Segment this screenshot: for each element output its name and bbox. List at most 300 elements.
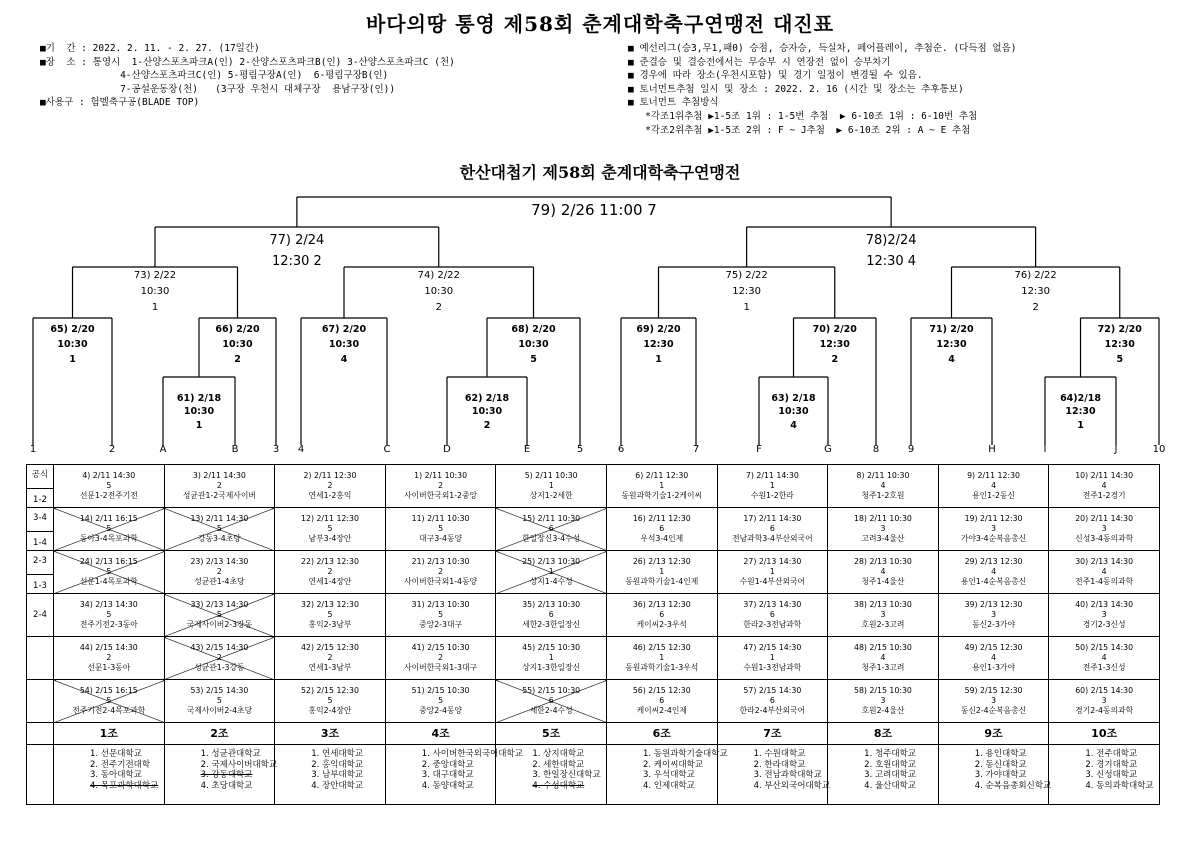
team-name: 2. 전주기전대학 <box>90 759 151 770</box>
match-line: 6 <box>659 524 665 533</box>
team-name: 4. 초당대학교 <box>200 780 253 791</box>
match-cell <box>606 680 717 723</box>
match-line: 28) 2/13 10:30 <box>854 557 912 566</box>
match-line: 1 <box>659 481 665 490</box>
info-left <box>40 42 455 110</box>
team-name: 1. 수원대학교 <box>753 749 806 759</box>
group-label: 10조 <box>1049 723 1160 745</box>
match-line: 52) 2/15 12:30 <box>301 686 359 695</box>
group-label: 9조 <box>938 723 1049 745</box>
playin-venue: 4 <box>790 420 797 431</box>
match-cell <box>54 508 165 551</box>
team-name: 1. 선문대학교 <box>90 749 142 759</box>
schedule-row <box>27 680 1160 723</box>
info-left-line: ■사용구 : 험멜축구공(BLADE TOP) <box>40 97 200 109</box>
team-name: 3. 대구대학교 <box>421 770 474 780</box>
group-teams <box>828 745 939 805</box>
r16-match: 70) 2/20 <box>812 324 857 335</box>
match-line: 동신2-3가야 <box>972 620 1015 629</box>
schedule-row <box>27 465 1160 508</box>
group-label: 6조 <box>606 723 717 745</box>
match-cell <box>275 465 386 508</box>
match-line: 케이씨2-4인제 <box>636 706 687 715</box>
r16-time: 10:30 <box>57 339 88 350</box>
playin-venue: 1 <box>195 420 203 431</box>
group-label: 2조 <box>164 723 275 745</box>
match-cell <box>385 465 496 508</box>
match-cell <box>717 680 828 723</box>
r16-match: 69) 2/20 <box>636 324 681 335</box>
match-line: 5 <box>106 524 112 533</box>
team-name: 3. 전남과학대학교 <box>753 770 822 780</box>
team-name: 1. 상지대학교 <box>532 749 585 759</box>
match-line: 7) 2/11 14:30 <box>745 471 799 480</box>
info-left-line: ■기 간 : 2022. 2. 11. - 2. 27. (17일간) <box>40 43 260 54</box>
match-line: 35) 2/13 10:30 <box>522 600 581 609</box>
match-cell <box>1049 680 1160 723</box>
slot-label: 4 <box>297 444 305 455</box>
match-line: 청주1-3고려 <box>861 663 905 672</box>
match-cell <box>496 508 607 551</box>
sf-time: 12:30 4 <box>866 254 917 269</box>
match-line: 4 <box>1101 653 1107 662</box>
team-name: 2. 동신대학교 <box>974 759 1027 770</box>
match-line: 동원과학기술1-3우석 <box>625 663 699 672</box>
r16-venue: 1 <box>655 354 662 365</box>
match-line: 3 <box>991 696 997 705</box>
match-line: 세한2-4수성 <box>529 706 573 715</box>
match-cell <box>1049 594 1160 637</box>
match-line: 1 <box>769 567 775 576</box>
match-line: 동원과학기술1-4인제 <box>625 577 699 586</box>
team-name: 1. 전주대학교 <box>1085 749 1138 759</box>
match-line: 6 <box>769 524 775 533</box>
match-line: 케이씨2-3우석 <box>636 620 687 629</box>
group-label: 7조 <box>717 723 828 745</box>
match-line: 6 <box>548 610 554 619</box>
match-line: 36) 2/13 12:30 <box>632 600 691 609</box>
match-line: 5 <box>438 610 444 619</box>
match-line: 47) 2/15 14:30 <box>743 643 802 652</box>
match-cell <box>606 637 717 680</box>
team-name: 2. 세한대학교 <box>532 759 585 770</box>
slot-label: E <box>523 444 531 455</box>
playin-time: 12:30 <box>1065 406 1096 417</box>
team-name: 3. 가야대학교 <box>974 770 1027 780</box>
match-line: 5 <box>327 524 333 533</box>
team-name: 2. 국제사이버대학교 <box>200 759 278 770</box>
match-cell <box>606 508 717 551</box>
match-cell <box>1049 465 1160 508</box>
r16-venue: 4 <box>340 354 348 365</box>
r16-time: 12:30 <box>819 339 850 350</box>
match-line: 17) 2/11 14:30 <box>743 514 802 523</box>
team-name: 2. 케이씨대학교 <box>642 759 704 770</box>
match-line: 5 <box>106 481 112 490</box>
match-cell <box>54 465 165 508</box>
team-name: 3. 남부대학교 <box>311 770 364 780</box>
match-line: 전주1-4동의과학 <box>1075 577 1134 586</box>
match-cell <box>828 508 939 551</box>
match-line: 4 <box>991 567 997 576</box>
r16-venue: 5 <box>1116 354 1124 365</box>
match-line: 55) 2/15 10:30 <box>522 686 581 695</box>
match-line: 2 <box>438 567 444 576</box>
group-teams <box>606 745 728 805</box>
r16-venue: 4 <box>948 354 955 365</box>
r16-time: 12:30 <box>1104 339 1135 350</box>
qf-time: 12:30 <box>732 286 762 297</box>
group-teams <box>164 745 278 805</box>
match-line: 15) 2/11 10:30 <box>522 514 581 523</box>
slot-label: 2 <box>108 444 116 455</box>
slot-label: D <box>443 444 451 455</box>
info-right-line: ■ 예선리그(승3,무1,패0) 승점, 승자승, 득실차, 페어플레이, 추첨순. (다득점 없음) <box>628 43 1017 54</box>
sf-time: 12:30 2 <box>271 254 322 269</box>
match-line: 42) 2/15 12:30 <box>301 643 359 652</box>
match-cell <box>828 594 939 637</box>
team-name: 4. 순복음총회신학교 <box>974 780 1052 791</box>
match-line: 강동3-4초당 <box>197 534 241 543</box>
match-line: 4 <box>880 567 886 576</box>
match-line: 1 <box>548 567 554 576</box>
qf-venue: 2 <box>435 302 442 313</box>
match-line: 8) 2/11 10:30 <box>856 471 910 480</box>
match-line: 3) 2/11 14:30 <box>192 471 246 480</box>
team-name: 1. 용인대학교 <box>974 749 1027 759</box>
team-name: 3. 한일장신대학교 <box>532 770 601 780</box>
match-line: 홍익2-3남부 <box>308 620 352 629</box>
team-name: 3. 우석대학교 <box>642 770 695 780</box>
match-line: 2 <box>327 481 333 490</box>
match-line: 39) 2/13 12:30 <box>964 600 1023 609</box>
r16-venue: 5 <box>530 354 537 365</box>
r16-venue: 2 <box>234 354 241 365</box>
info-right-line: ■ 토너먼트 추첨방식 <box>628 97 719 109</box>
group-teams <box>385 745 523 805</box>
match-cell <box>496 594 607 637</box>
match-line: 1 <box>659 653 665 662</box>
match-cell <box>385 680 496 723</box>
match-line: 2 <box>106 653 112 662</box>
match-line: 19) 2/11 12:30 <box>964 514 1023 523</box>
team-name: 2. 한라대학교 <box>753 759 806 770</box>
group-label: 5조 <box>496 723 607 745</box>
match-line: 57) 2/15 14:30 <box>743 686 802 695</box>
match-line: 45) 2/15 10:30 <box>522 643 581 652</box>
match-line: 50) 2/15 14:30 <box>1075 643 1134 652</box>
team-name: 4. 장안대학교 <box>311 780 364 791</box>
match-line: 34) 2/13 14:30 <box>79 600 138 609</box>
info-left-line: 4-산양스포츠파크C(인) 5-평림구장A(인) 6-평림구장B(인) <box>40 70 389 82</box>
match-line: 한라2-3전남과학 <box>743 620 802 629</box>
qf-venue: 1 <box>743 302 750 313</box>
group-teams <box>275 745 386 805</box>
slot-label: 8 <box>872 444 880 455</box>
slot-label: B <box>231 444 239 455</box>
slot-label: H <box>988 444 996 455</box>
match-line: 호원2-4울산 <box>861 706 905 715</box>
match-cell <box>275 508 386 551</box>
team-name: 1. 연세대학교 <box>311 749 364 759</box>
match-line: 1 <box>769 653 775 662</box>
match-line: 38) 2/13 10:30 <box>854 600 912 609</box>
qf-match: 73) 2/22 <box>133 270 177 281</box>
match-line: 51) 2/15 10:30 <box>411 686 470 695</box>
info-right-line: ■ 경우에 따라 장소(우천시포함) 및 경기 일정이 변경될 수 있음. <box>628 70 923 82</box>
match-line: 전주기전2-4목포과학 <box>72 706 146 715</box>
match-line: 수원1-4부산외국어 <box>739 577 806 586</box>
match-line: 한라2-4부산외국어 <box>739 706 806 715</box>
match-line: 26) 2/13 12:30 <box>632 557 691 566</box>
schedule-row <box>27 551 1160 594</box>
match-line: 사이버한국외1-4동양 <box>404 577 478 586</box>
team-name: 1. 사이버한국외국어대학교 <box>421 749 523 759</box>
match-line: 동아3-4목포과학 <box>79 534 138 543</box>
playin-time: 10:30 <box>471 406 503 417</box>
playin-venue: 2 <box>483 420 491 431</box>
match-line: 58) 2/15 10:30 <box>854 686 912 695</box>
match-cell <box>938 465 1049 508</box>
playin-match: 64)2/18 <box>1060 393 1101 404</box>
match-cell <box>938 508 1049 551</box>
match-cell <box>828 637 939 680</box>
qf-time: 10:30 <box>424 286 454 297</box>
slot-label: G <box>824 444 832 455</box>
match-cell <box>54 594 165 637</box>
teams-row <box>27 745 1160 805</box>
qf-venue: 2 <box>1032 302 1039 313</box>
match-cell <box>938 680 1049 723</box>
team-name: 1. 청주대학교 <box>864 749 917 759</box>
match-line: 연세1-3남부 <box>308 663 352 672</box>
match-cell <box>938 551 1049 594</box>
match-cell <box>717 594 828 637</box>
slot-label: I <box>1043 444 1047 455</box>
slot-label: 5 <box>576 444 584 455</box>
row-label: 공식 1-2 <box>27 465 54 508</box>
team-name: 2. 경기대학교 <box>1085 759 1138 770</box>
team-name: 3. 신성대학교 <box>1085 770 1138 780</box>
match-line: 청주1-4울산 <box>861 577 905 586</box>
match-cell <box>828 465 939 508</box>
slot-label: 3 <box>272 444 280 455</box>
match-line: 5 <box>327 696 333 705</box>
match-line: 53) 2/15 14:30 <box>190 686 249 695</box>
match-line: 16) 2/11 12:30 <box>632 514 691 523</box>
slot-label: F <box>756 444 762 455</box>
r16-time: 12:30 <box>643 339 674 350</box>
bracket-title: 한산대첩기 제58회 춘계대학축구연맹전 <box>459 163 741 182</box>
match-cell <box>496 637 607 680</box>
match-line: 국제사이버2-3강동 <box>186 620 253 629</box>
match-line: 20) 2/11 14:30 <box>1075 514 1134 523</box>
match-line: 6 <box>659 696 665 705</box>
match-line: 2 <box>216 653 222 662</box>
match-cell <box>606 594 717 637</box>
match-line: 용인1-4순복음총신 <box>960 577 1027 586</box>
r16-time: 10:30 <box>518 339 549 350</box>
match-cell <box>828 680 939 723</box>
match-line: 연세1-4장안 <box>308 577 352 586</box>
team-name: 4. 부산외국어대학교 <box>753 780 831 791</box>
match-cell <box>496 551 607 594</box>
group-label: 3조 <box>275 723 386 745</box>
playin-time: 10:30 <box>183 406 215 417</box>
match-line: 1) 2/11 10:30 <box>414 471 468 480</box>
match-line: 29) 2/13 12:30 <box>964 557 1023 566</box>
match-line: 56) 2/15 12:30 <box>632 686 691 695</box>
match-line: 용인1-3가야 <box>972 663 1015 672</box>
match-line: 44) 2/15 14:30 <box>79 643 138 652</box>
row-label: 2-3 1-3 <box>27 551 54 594</box>
playin-match: 61) 2/18 <box>176 393 222 404</box>
match-line: 5 <box>438 524 444 533</box>
final-match: 79) 2/26 11:00 7 <box>531 201 657 219</box>
team-name: 2. 호원대학교 <box>864 759 917 770</box>
match-line: 54) 2/15 16:15 <box>79 686 138 695</box>
match-line: 5) 2/11 10:30 <box>524 471 578 480</box>
match-line: 31) 2/13 10:30 <box>411 600 470 609</box>
match-line: 상지1-4수성 <box>529 577 573 586</box>
match-cell <box>275 551 386 594</box>
match-line: 3 <box>880 610 886 619</box>
match-line: 2 <box>216 481 222 490</box>
playin-match: 63) 2/18 <box>771 393 816 404</box>
match-line: 6 <box>769 610 775 619</box>
team-name: 4. 동양대학교 <box>421 780 474 791</box>
match-line: 2 <box>438 653 444 662</box>
match-line: 중앙2-4동양 <box>419 706 463 715</box>
team-name: 4. 울산대학교 <box>864 780 917 791</box>
group-teams <box>938 745 1052 805</box>
match-cell <box>54 551 165 594</box>
match-line: 3 <box>991 610 997 619</box>
match-cell <box>164 508 275 551</box>
group-header-row <box>27 723 1160 745</box>
match-line: 가야3-4순복음총신 <box>960 534 1027 543</box>
match-line: 신성3-4동의과학 <box>1075 534 1134 543</box>
match-line: 한일장신3-4수성 <box>522 534 581 543</box>
r16-venue: 2 <box>831 354 839 365</box>
sf-match: 78)2/24 <box>865 233 917 248</box>
r16-match: 65) 2/20 <box>50 324 95 335</box>
match-line: 21) 2/13 10:30 <box>411 557 470 566</box>
match-cell <box>385 637 496 680</box>
match-line: 1 <box>548 653 554 662</box>
match-line: 14) 2/11 16:15 <box>79 514 138 523</box>
match-line: 1 <box>548 481 554 490</box>
match-line: 성균관1-3강동 <box>194 663 245 672</box>
match-line: 경기2-4동의과학 <box>1075 706 1134 715</box>
match-line: 고려3-4울산 <box>861 534 905 543</box>
team-name: 3. 고려대학교 <box>864 770 917 780</box>
match-line: 상지1-2세한 <box>529 491 573 500</box>
match-cell <box>938 637 1049 680</box>
match-line: 경기2-3신성 <box>1082 620 1126 629</box>
match-line: 성균관1-2국제사이버 <box>182 491 256 500</box>
match-cell <box>1049 551 1160 594</box>
match-line: 5 <box>106 696 112 705</box>
match-line: 6) 2/11 12:30 <box>635 471 689 480</box>
match-line: 5 <box>438 696 444 705</box>
match-line: 사이버한국외1-2중앙 <box>404 491 478 500</box>
match-line: 6 <box>659 610 665 619</box>
row-label <box>27 637 54 680</box>
match-line: 4 <box>1101 481 1107 490</box>
match-cell <box>164 680 275 723</box>
match-line: 25) 2/13 10:30 <box>522 557 581 566</box>
match-cell <box>938 594 1049 637</box>
match-line: 43) 2/15 14:30 <box>190 643 249 652</box>
match-line: 홍익2-4장안 <box>308 706 352 715</box>
playin-match: 62) 2/18 <box>464 393 510 404</box>
r16-time: 12:30 <box>936 339 967 350</box>
match-line: 27) 2/13 14:30 <box>743 557 802 566</box>
match-cell <box>164 465 275 508</box>
match-line: 용인1-2동신 <box>972 491 1015 500</box>
team-name: 4. 동의과학대학교 <box>1085 780 1154 791</box>
match-line: 13) 2/11 14:30 <box>190 514 249 523</box>
match-line: 선문1-4목포과학 <box>79 577 138 586</box>
match-cell <box>717 508 828 551</box>
team-name: 3. 동아대학교 <box>90 770 142 780</box>
qf-time: 10:30 <box>140 286 170 297</box>
match-line: 호원2-3고려 <box>861 620 905 629</box>
tournament-bracket <box>0 185 1200 457</box>
match-line: 전주기전2-3동아 <box>79 620 138 629</box>
match-line: 2 <box>216 567 222 576</box>
info-left-line: ■장 소 : 통영시 1-산양스포츠파크A(인) 2-산양스포츠파크B(인) 3-산양스포츠파크C (천) <box>40 56 455 68</box>
match-line: 중앙2-3대구 <box>419 620 463 629</box>
schedule-table <box>26 464 1160 805</box>
match-line: 선문1-3동아 <box>87 663 131 672</box>
team-name: 3. 강동대학교 <box>200 770 253 780</box>
group-teams <box>1049 745 1160 805</box>
match-cell <box>164 594 275 637</box>
match-cell <box>164 637 275 680</box>
match-line: 6 <box>548 696 554 705</box>
playin-venue: 1 <box>1077 420 1084 431</box>
group-teams <box>54 745 165 805</box>
match-line: 2 <box>327 653 333 662</box>
match-line: 5 <box>216 696 222 705</box>
match-line: 동원과학기술1-2케이씨 <box>621 491 703 500</box>
r16-match: 67) 2/20 <box>321 324 367 335</box>
team-name: 1. 동원과학기술대학교 <box>642 749 728 759</box>
match-line: 청주1-2호원 <box>861 491 905 500</box>
match-line: 11) 2/11 10:30 <box>411 514 470 523</box>
match-line: 3 <box>1101 610 1107 619</box>
match-cell <box>275 637 386 680</box>
sf-match: 77) 2/24 <box>269 233 325 248</box>
r16-match: 72) 2/20 <box>1097 324 1142 335</box>
r16-time: 10:30 <box>328 339 360 350</box>
match-line: 전남과학3-4부산외국어 <box>732 534 813 543</box>
match-cell <box>54 680 165 723</box>
match-line: 3 <box>991 524 997 533</box>
match-line: 대구3-4동양 <box>419 534 463 543</box>
match-line: 성균관1-4초당 <box>194 577 245 586</box>
slot-label: J <box>1114 444 1118 455</box>
match-line: 세한2-3한일장신 <box>522 620 581 629</box>
match-line: 41) 2/15 10:30 <box>411 643 470 652</box>
match-line: 2 <box>327 567 333 576</box>
match-line: 12) 2/11 12:30 <box>301 514 359 523</box>
qf-match: 74) 2/22 <box>417 270 460 281</box>
match-line: 22) 2/13 12:30 <box>301 557 359 566</box>
match-line: 6 <box>769 696 775 705</box>
